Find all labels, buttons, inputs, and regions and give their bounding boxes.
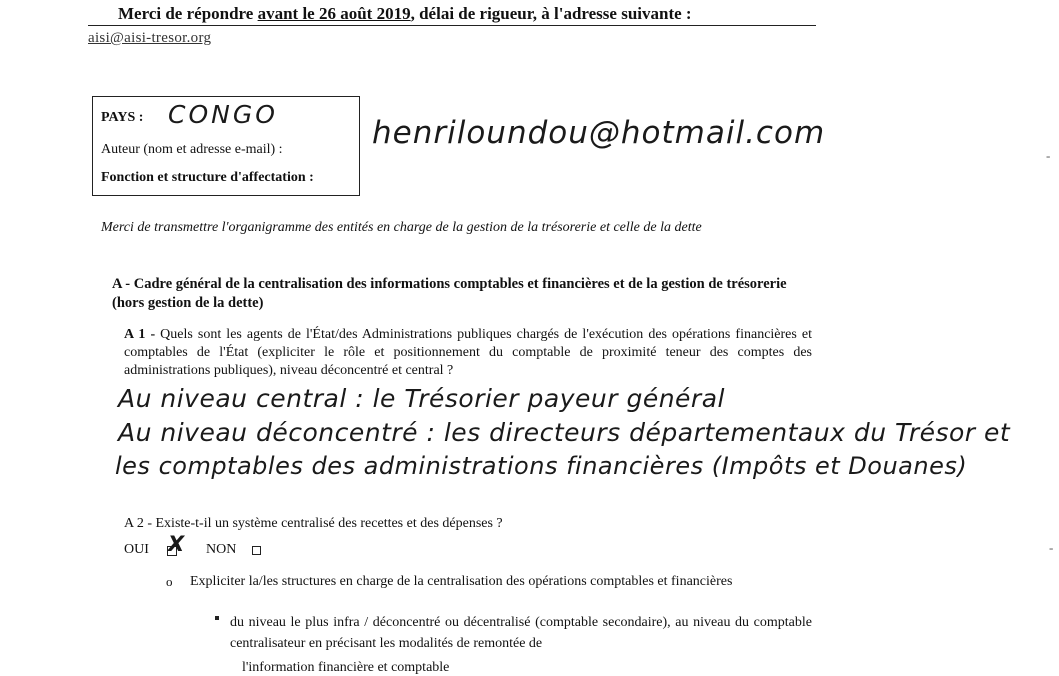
question-a1 [124, 326, 812, 380]
answer-a1-line-3: les comptables des administrations financières (Impôts et Douanes) [115, 452, 968, 480]
square-bullet-icon [215, 616, 219, 620]
margin-mark: - [1049, 540, 1054, 555]
pays-label: PAYS : [101, 110, 144, 125]
sub-item-structures: Expliciter la/les structures en charge de la centralisation des opérations comptables et financières [190, 574, 733, 589]
instruction-text: Merci de transmettre l'organigramme des entités en charge de la gestion de la trésorerie et celle de la dette [101, 220, 702, 235]
question-a1-number: A 1 - [124, 327, 156, 342]
handwritten-email: henriloundou@hotmail.com [372, 115, 826, 151]
sub-item-infra-level-continued: l'information financière et comptable [242, 660, 450, 675]
answer-a1-line-2: Au niveau déconcentré : les directeurs départementaux du Trésor et [118, 418, 1011, 447]
fonction-label: Fonction et structure d'affectation : [101, 170, 314, 185]
answer-a1-line-1: Au niveau central : le Trésorier payeur général [118, 384, 725, 413]
oui-label: OUI [124, 542, 149, 557]
question-a1-text: Quels sont les agents de l'État/des Administrations publiques chargés de l'exécution des opérations financières et comptables de l'État (expliciter le rôle et positionnement du comptable de proximité teneur des comptes des administrations publiques), niveau déconcentré et central ? [124, 327, 813, 378]
non-label: NON [206, 542, 237, 557]
deadline-header [118, 4, 692, 24]
contact-email: aisi@aisi-tresor.org [88, 30, 212, 46]
margin-mark: - [1046, 148, 1051, 163]
header-post: , délai de rigueur, à l'adresse suivante : [410, 4, 692, 23]
non-checkbox[interactable] [252, 546, 261, 555]
header-pre: Merci de répondre [118, 4, 258, 23]
circle-bullet-icon: o [166, 574, 173, 589]
section-a-title: A - Cadre général de la centralisation des informations comptables et financières et de la gestion de trésorerie (hors gestion de la dette) [112, 276, 787, 311]
pays-value: CONGO [168, 100, 278, 129]
question-a2: A 2 - Existe-t-il un système centralisé des recettes et des dépenses ? [124, 516, 503, 531]
header-deadline: avant le 26 août 2019 [257, 4, 411, 23]
auteur-label: Auteur (nom et adresse e-mail) : [101, 142, 283, 157]
oui-check-mark: X [168, 532, 185, 556]
header-rule [88, 25, 816, 26]
sub-item-infra-level: du niveau le plus infra / déconcentré ou décentralisé (comptable secondaire), au niveau du comptable centralisateur en précisant les modalités de remontée de [230, 615, 812, 651]
